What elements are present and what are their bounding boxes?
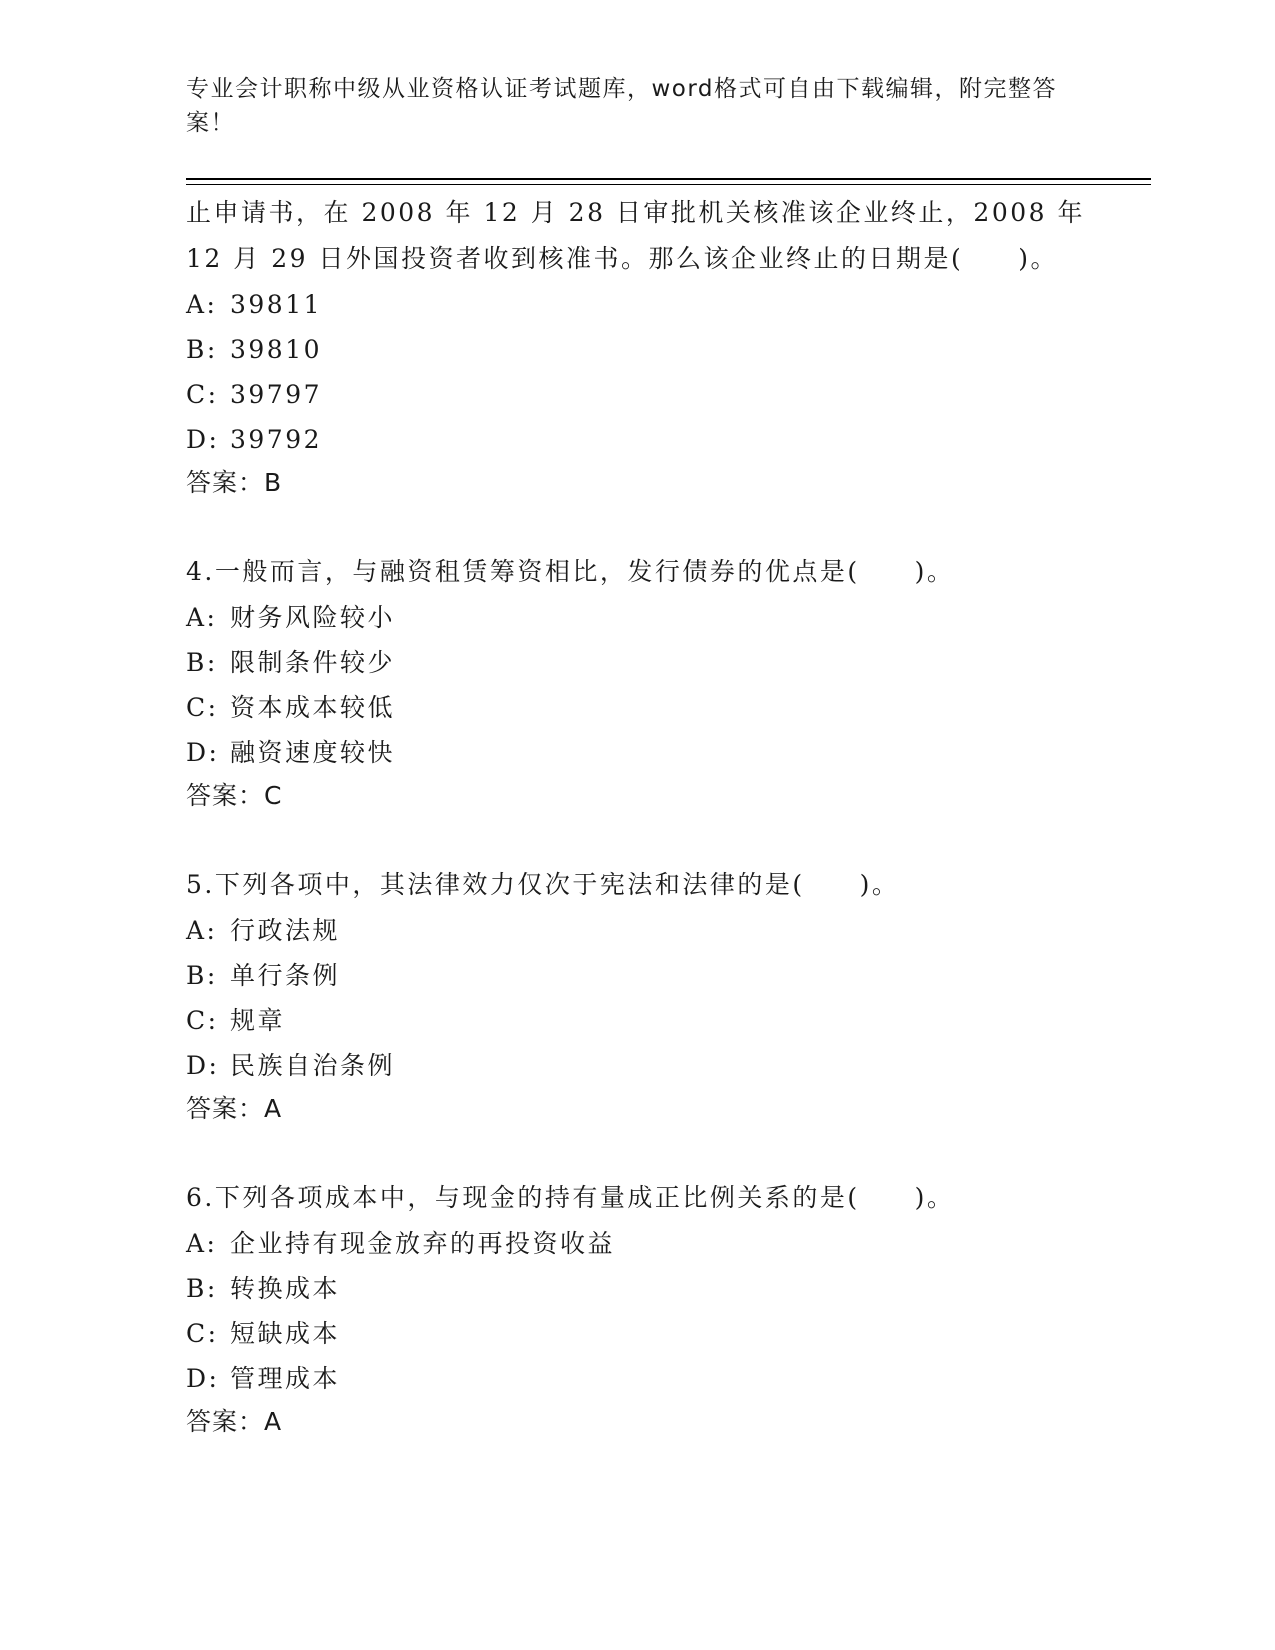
option-text: 规章 <box>230 1006 286 1035</box>
option-b <box>186 953 1086 998</box>
option-text: 管理成本 <box>230 1364 341 1393</box>
option-letter: B: <box>186 648 218 677</box>
document-header: 专业会计职称中级从业资格认证考试题库，word格式可自由下载编辑，附完整答案！ <box>186 76 1058 136</box>
header-divider-thin <box>186 184 1151 185</box>
option-text: 39792 <box>230 425 323 454</box>
option-text: 融资速度较快 <box>230 738 396 767</box>
option-a <box>186 1221 1086 1266</box>
answer-line: 答案：B <box>186 468 283 497</box>
option-letter: A: <box>186 916 218 945</box>
option-c <box>186 685 1086 730</box>
header-divider-thick <box>186 178 1151 180</box>
option-text: 资本成本较低 <box>230 693 396 722</box>
option-letter: A: <box>186 1229 218 1258</box>
option-d <box>186 417 1086 462</box>
option-a <box>186 908 1086 953</box>
option-text: 转换成本 <box>230 1274 341 1303</box>
question-5 <box>186 862 1086 1130</box>
question-spacer <box>186 1130 1086 1175</box>
option-letter: A: <box>186 603 218 632</box>
option-a <box>186 595 1086 640</box>
option-d <box>186 730 1086 775</box>
option-b <box>186 1266 1086 1311</box>
answer-line: 答案：C <box>186 781 283 810</box>
option-letter: C: <box>186 1319 219 1348</box>
question-stem-line: 5.下列各项中，其法律效力仅次于宪法和法律的是( )。 <box>186 870 900 899</box>
option-letter: C: <box>186 380 219 409</box>
answer-line: 答案：A <box>186 1407 283 1436</box>
option-text: 限制条件较少 <box>230 648 396 677</box>
option-c <box>186 1311 1086 1356</box>
option-text: 民族自治条例 <box>230 1051 396 1080</box>
option-b <box>186 327 1086 372</box>
option-b <box>186 640 1086 685</box>
option-letter: C: <box>186 1006 219 1035</box>
option-a <box>186 282 1086 327</box>
question-stem-line: 6.下列各项成本中，与现金的持有量成正比例关系的是( )。 <box>186 1183 955 1212</box>
question-spacer <box>186 817 1086 862</box>
option-text: 39797 <box>230 380 323 409</box>
option-letter: B: <box>186 335 218 364</box>
option-letter: D: <box>186 1051 220 1080</box>
answer-line: 答案：A <box>186 1094 283 1123</box>
option-c <box>186 372 1086 417</box>
question-stem-line: 12 月 29 日外国投资者收到核准书。那么该企业终止的日期是( )。 <box>186 244 1058 273</box>
option-text: 39810 <box>230 335 323 364</box>
question-spacer <box>186 504 1086 549</box>
question-4 <box>186 549 1086 817</box>
option-letter: D: <box>186 425 220 454</box>
question-3 <box>186 190 1086 504</box>
option-letter: B: <box>186 961 218 990</box>
option-text: 行政法规 <box>230 916 341 945</box>
option-text: 单行条例 <box>230 961 341 990</box>
option-letter: D: <box>186 738 220 767</box>
option-d <box>186 1043 1086 1088</box>
option-letter: B: <box>186 1274 218 1303</box>
option-text: 短缺成本 <box>230 1319 341 1348</box>
question-stem-line: 止申请书，在 2008 年 12 月 28 日审批机关核准该企业终止，2008 年 <box>186 198 1085 227</box>
option-letter: C: <box>186 693 219 722</box>
question-list <box>186 190 1086 1443</box>
option-d <box>186 1356 1086 1401</box>
option-text: 39811 <box>230 290 323 319</box>
option-text: 企业持有现金放弃的再投资收益 <box>230 1229 616 1258</box>
question-6 <box>186 1175 1086 1443</box>
option-text: 财务风险较小 <box>230 603 396 632</box>
option-c <box>186 998 1086 1043</box>
option-letter: A: <box>186 290 218 319</box>
option-letter: D: <box>186 1364 220 1393</box>
question-stem-line: 4.一般而言，与融资租赁筹资相比，发行债券的优点是( )。 <box>186 557 955 586</box>
